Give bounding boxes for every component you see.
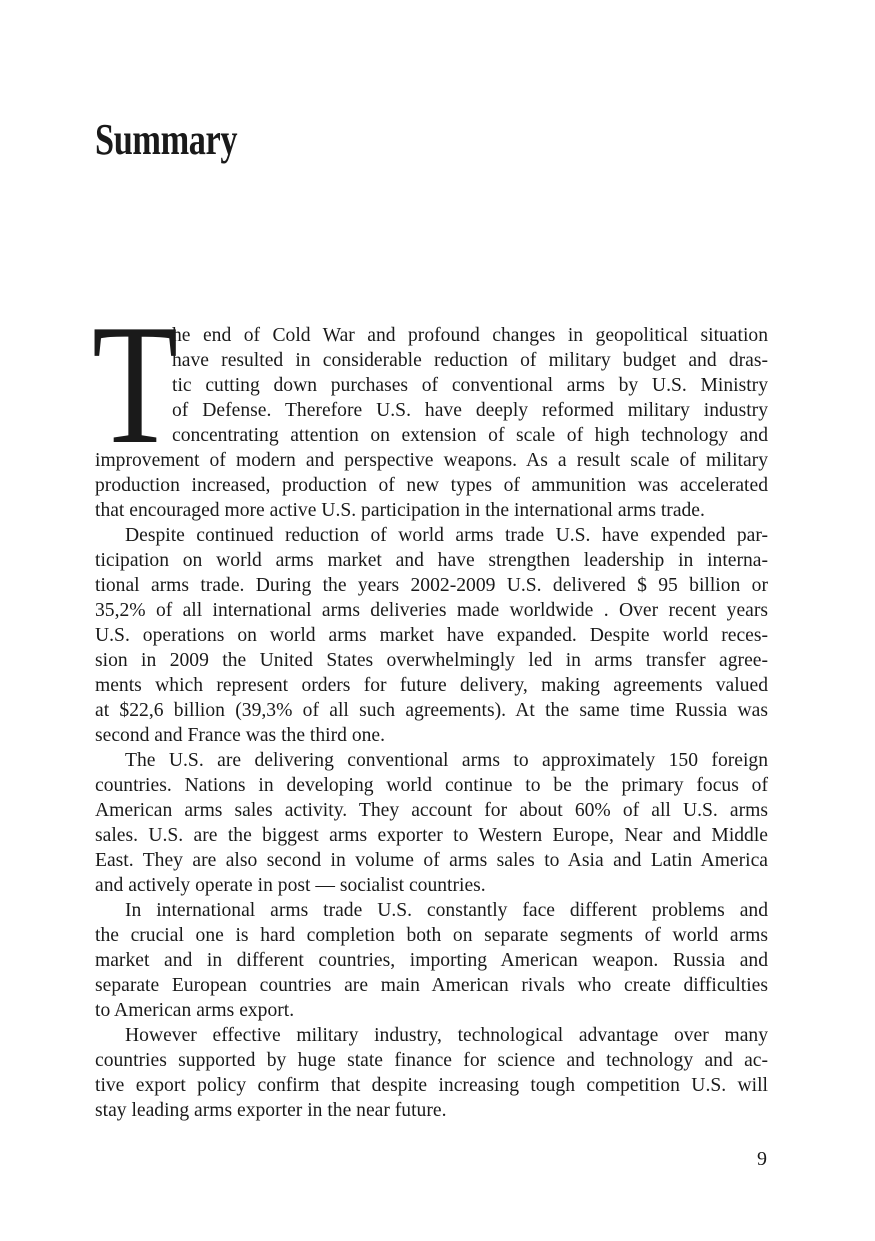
- text-line: of Defense. Therefore U.S. have deeply reformed military industry: [172, 400, 768, 421]
- text-line: that encouraged more active U.S. participation in the international arms trade.: [95, 500, 705, 521]
- drop-cap: T: [92, 290, 179, 480]
- text-line: countries. Nations in developing world continue to be the primary focus of: [95, 775, 768, 796]
- text-line: stay leading arms exporter in the near future.: [95, 1100, 447, 1121]
- text-line: he end of Cold War and profound changes in geopolitical situation: [172, 325, 768, 346]
- paragraph: [95, 523, 768, 748]
- text-line: East. They are also second in volume of arms sales to Asia and Latin America: [95, 850, 768, 871]
- paragraph: [95, 1023, 768, 1123]
- text-line: Despite continued reduction of world arms trade U.S. have expended par-: [125, 525, 768, 546]
- page-title: Summary: [95, 115, 238, 164]
- text-line: tive export policy confirm that despite increasing tough competition U.S. will: [95, 1075, 768, 1096]
- text-line: sales. U.S. are the biggest arms exporter to Western Europe, Near and Middle: [95, 825, 768, 846]
- text-line: at $22,6 billion (39,3% of all such agreements). At the same time Russia was: [95, 700, 768, 721]
- paragraph: [95, 748, 768, 898]
- text-line: sion in 2009 the United States overwhelmingly led in arms transfer agree-: [95, 650, 768, 671]
- text-line: separate European countries are main American rivals who create difficulties: [95, 975, 768, 996]
- text-line: concentrating attention on extension of scale of high technology and: [172, 425, 768, 446]
- text-line: 35,2% of all international arms deliveries made worldwide . Over recent years: [95, 600, 768, 621]
- text-line: ments which represent orders for future delivery, making agreements valued: [95, 675, 768, 696]
- text-line: tional arms trade. During the years 2002-2009 U.S. delivered $ 95 billion or: [95, 575, 768, 596]
- text-line: American arms sales activity. They account for about 60% of all U.S. arms: [95, 800, 768, 821]
- text-line: second and France was the third one.: [95, 725, 386, 746]
- text-line: ticipation on world arms market and have strengthen leadership in interna-: [95, 550, 768, 571]
- text-line: In international arms trade U.S. constantly face different problems and: [125, 900, 768, 921]
- text-line: tic cutting down purchases of conventional arms by U.S. Ministry: [172, 375, 768, 396]
- text-line: the crucial one is hard completion both on separate segments of world arms: [95, 925, 768, 946]
- text-line: to American arms export.: [95, 1000, 295, 1021]
- text-line: have resulted in considerable reduction of military budget and dras-: [172, 350, 768, 371]
- text-line: countries supported by huge state finance for science and technology and ac-: [95, 1050, 768, 1071]
- paragraph: [95, 323, 768, 523]
- text-line: improvement of modern and perspective weapons. As a result scale of military: [95, 450, 768, 471]
- body-text: [92, 290, 768, 1123]
- text-line: U.S. operations on world arms market have expanded. Despite world reces-: [95, 625, 768, 646]
- text-line: market and in different countries, importing American weapon. Russia and: [95, 950, 768, 971]
- text-line: However effective military industry, technological advantage over many: [125, 1025, 768, 1046]
- text-line: and actively operate in post — socialist countries.: [95, 875, 486, 896]
- paragraph: [95, 898, 768, 1023]
- text-line: production increased, production of new types of ammunition was accelerated: [95, 475, 768, 496]
- page-number: 9: [757, 1148, 767, 1170]
- text-line: The U.S. are delivering conventional arms to approximately 150 foreign: [125, 750, 768, 771]
